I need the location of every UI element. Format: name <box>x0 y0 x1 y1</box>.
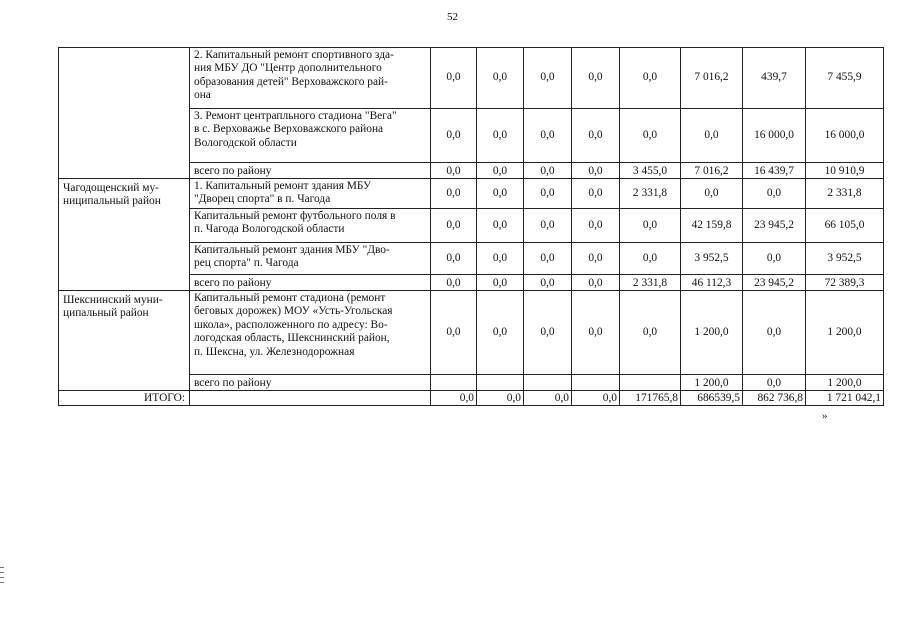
district-cell <box>59 291 190 391</box>
district-cell <box>59 48 190 179</box>
value-cell: 0,0 <box>743 179 806 209</box>
value-cell: 0,0 <box>431 275 477 291</box>
value-cell: 171765,8 <box>620 391 681 406</box>
total-label: всего по району <box>190 275 431 291</box>
project-name <box>190 291 431 375</box>
value-cell: 2 331,8 <box>620 275 681 291</box>
value-cell: 0,0 <box>572 48 620 109</box>
value-cell: 16 000,0 <box>806 109 884 163</box>
value-cell: 0,0 <box>477 275 524 291</box>
value-cell: 0,0 <box>431 48 477 109</box>
value-cell: 0,0 <box>477 109 524 163</box>
value-cell: 0,0 <box>743 375 806 391</box>
value-cell: 0,0 <box>524 391 572 406</box>
value-cell: 10 910,9 <box>806 163 884 179</box>
value-cell: 0,0 <box>524 243 572 275</box>
empty-cell <box>190 391 431 406</box>
value-cell: 0,0 <box>431 291 477 375</box>
value-cell: 0,0 <box>620 209 681 243</box>
value-cell: 0,0 <box>477 209 524 243</box>
value-cell: 23 945,2 <box>743 275 806 291</box>
value-cell: 1 200,0 <box>806 375 884 391</box>
value-cell: 439,7 <box>743 48 806 109</box>
value-cell: 0,0 <box>431 163 477 179</box>
value-cell: 3 455,0 <box>620 163 681 179</box>
value-cell: 0,0 <box>620 48 681 109</box>
value-cell: 0,0 <box>620 291 681 375</box>
value-cell: 66 105,0 <box>806 209 884 243</box>
value-cell: 0,0 <box>524 109 572 163</box>
project-name-text: Капитальный ремонт стадиона (ремонт беговых дорожек) МОУ «Усть-Угольская школа», расположенного по адресу: Во- логодская область, Шекснинский район, п. Шексна, ул. Железнодорожная <box>194 292 393 358</box>
project-name <box>190 48 431 109</box>
table-row <box>59 48 884 109</box>
value-cell: 0,0 <box>431 391 477 406</box>
value-cell: 0,0 <box>431 109 477 163</box>
value-cell: 0,0 <box>477 243 524 275</box>
value-cell: 0,0 <box>477 291 524 375</box>
project-name <box>190 109 431 163</box>
margin-mark <box>0 577 4 578</box>
value-cell: 0,0 <box>743 291 806 375</box>
closing-quote: » <box>822 410 828 422</box>
value-cell: 2 331,8 <box>806 179 884 209</box>
value-cell: 0,0 <box>572 243 620 275</box>
value-cell <box>572 375 620 391</box>
value-cell: 0,0 <box>477 391 524 406</box>
value-cell: 0,0 <box>524 179 572 209</box>
value-cell: 686539,5 <box>681 391 743 406</box>
project-name-text: Капитальный ремонт футбольного поля в п. Чагода Вологодской области <box>194 210 396 236</box>
value-cell: 0,0 <box>524 275 572 291</box>
funding-table <box>58 47 884 406</box>
grand-total-row <box>59 391 884 406</box>
value-cell: 23 945,2 <box>743 209 806 243</box>
value-cell: 0,0 <box>572 391 620 406</box>
value-cell: 1 200,0 <box>806 291 884 375</box>
value-cell <box>477 375 524 391</box>
value-cell: 0,0 <box>681 109 743 163</box>
value-cell: 0,0 <box>620 243 681 275</box>
value-cell: 0,0 <box>524 48 572 109</box>
project-name-text: 3. Ремонт центрапльного стадиона "Вега" в с. Верховажье Верховажского района Вологодской области <box>194 110 397 149</box>
value-cell: 72 389,3 <box>806 275 884 291</box>
district-cell <box>59 179 190 291</box>
district-name: Чагодощенский му- ниципальный район <box>63 182 161 208</box>
total-label: всего по району <box>190 375 431 391</box>
value-cell: 0,0 <box>524 291 572 375</box>
value-cell: 0,0 <box>572 163 620 179</box>
project-name <box>190 179 431 209</box>
value-cell: 1 200,0 <box>681 291 743 375</box>
value-cell: 0,0 <box>572 275 620 291</box>
project-name <box>190 209 431 243</box>
value-cell: 0,0 <box>572 291 620 375</box>
value-cell: 0,0 <box>477 48 524 109</box>
page-number: 52 <box>447 11 458 23</box>
value-cell: 7 455,9 <box>806 48 884 109</box>
margin-mark <box>0 582 4 583</box>
value-cell: 0,0 <box>572 109 620 163</box>
district-name: Шекснинский муни- ципальный район <box>63 294 163 320</box>
value-cell: 3 952,5 <box>806 243 884 275</box>
value-cell: 16 439,7 <box>743 163 806 179</box>
value-cell: 0,0 <box>620 109 681 163</box>
value-cell: 0,0 <box>431 179 477 209</box>
value-cell: 46 112,3 <box>681 275 743 291</box>
margin-mark <box>0 572 4 573</box>
value-cell: 3 952,5 <box>681 243 743 275</box>
total-label: всего по району <box>190 163 431 179</box>
margin-marks <box>0 567 4 587</box>
value-cell: 7 016,2 <box>681 48 743 109</box>
value-cell: 0,0 <box>477 179 524 209</box>
value-cell: 1 200,0 <box>681 375 743 391</box>
value-cell <box>431 375 477 391</box>
value-cell: 0,0 <box>477 163 524 179</box>
value-cell: 0,0 <box>431 243 477 275</box>
table-row <box>59 291 884 375</box>
value-cell: 0,0 <box>743 243 806 275</box>
margin-mark <box>0 567 4 568</box>
value-cell: 0,0 <box>681 179 743 209</box>
table-row <box>59 179 884 209</box>
grand-total-label: ИТОГО: <box>59 391 190 406</box>
value-cell: 862 736,8 <box>743 391 806 406</box>
value-cell: 0,0 <box>572 179 620 209</box>
project-name-text: Капитальный ремонт здания МБУ "Дво- рец спорта" п. Чагода <box>194 244 390 270</box>
value-cell <box>620 375 681 391</box>
value-cell: 16 000,0 <box>743 109 806 163</box>
value-cell <box>524 375 572 391</box>
value-cell: 0,0 <box>524 209 572 243</box>
value-cell: 1 721 042,1 <box>806 391 884 406</box>
project-name <box>190 243 431 275</box>
value-cell: 42 159,8 <box>681 209 743 243</box>
value-cell: 2 331,8 <box>620 179 681 209</box>
project-name-text: 2. Капитальный ремонт спортивного зда- ния МБУ ДО "Центр дополнительного образования детей" Верховажского рай- она <box>194 49 394 102</box>
value-cell: 0,0 <box>572 209 620 243</box>
value-cell: 0,0 <box>431 209 477 243</box>
value-cell: 7 016,2 <box>681 163 743 179</box>
value-cell: 0,0 <box>524 163 572 179</box>
project-name-text: 1. Капитальный ремонт здания МБУ "Дворец спорта" в п. Чагода <box>194 180 372 206</box>
